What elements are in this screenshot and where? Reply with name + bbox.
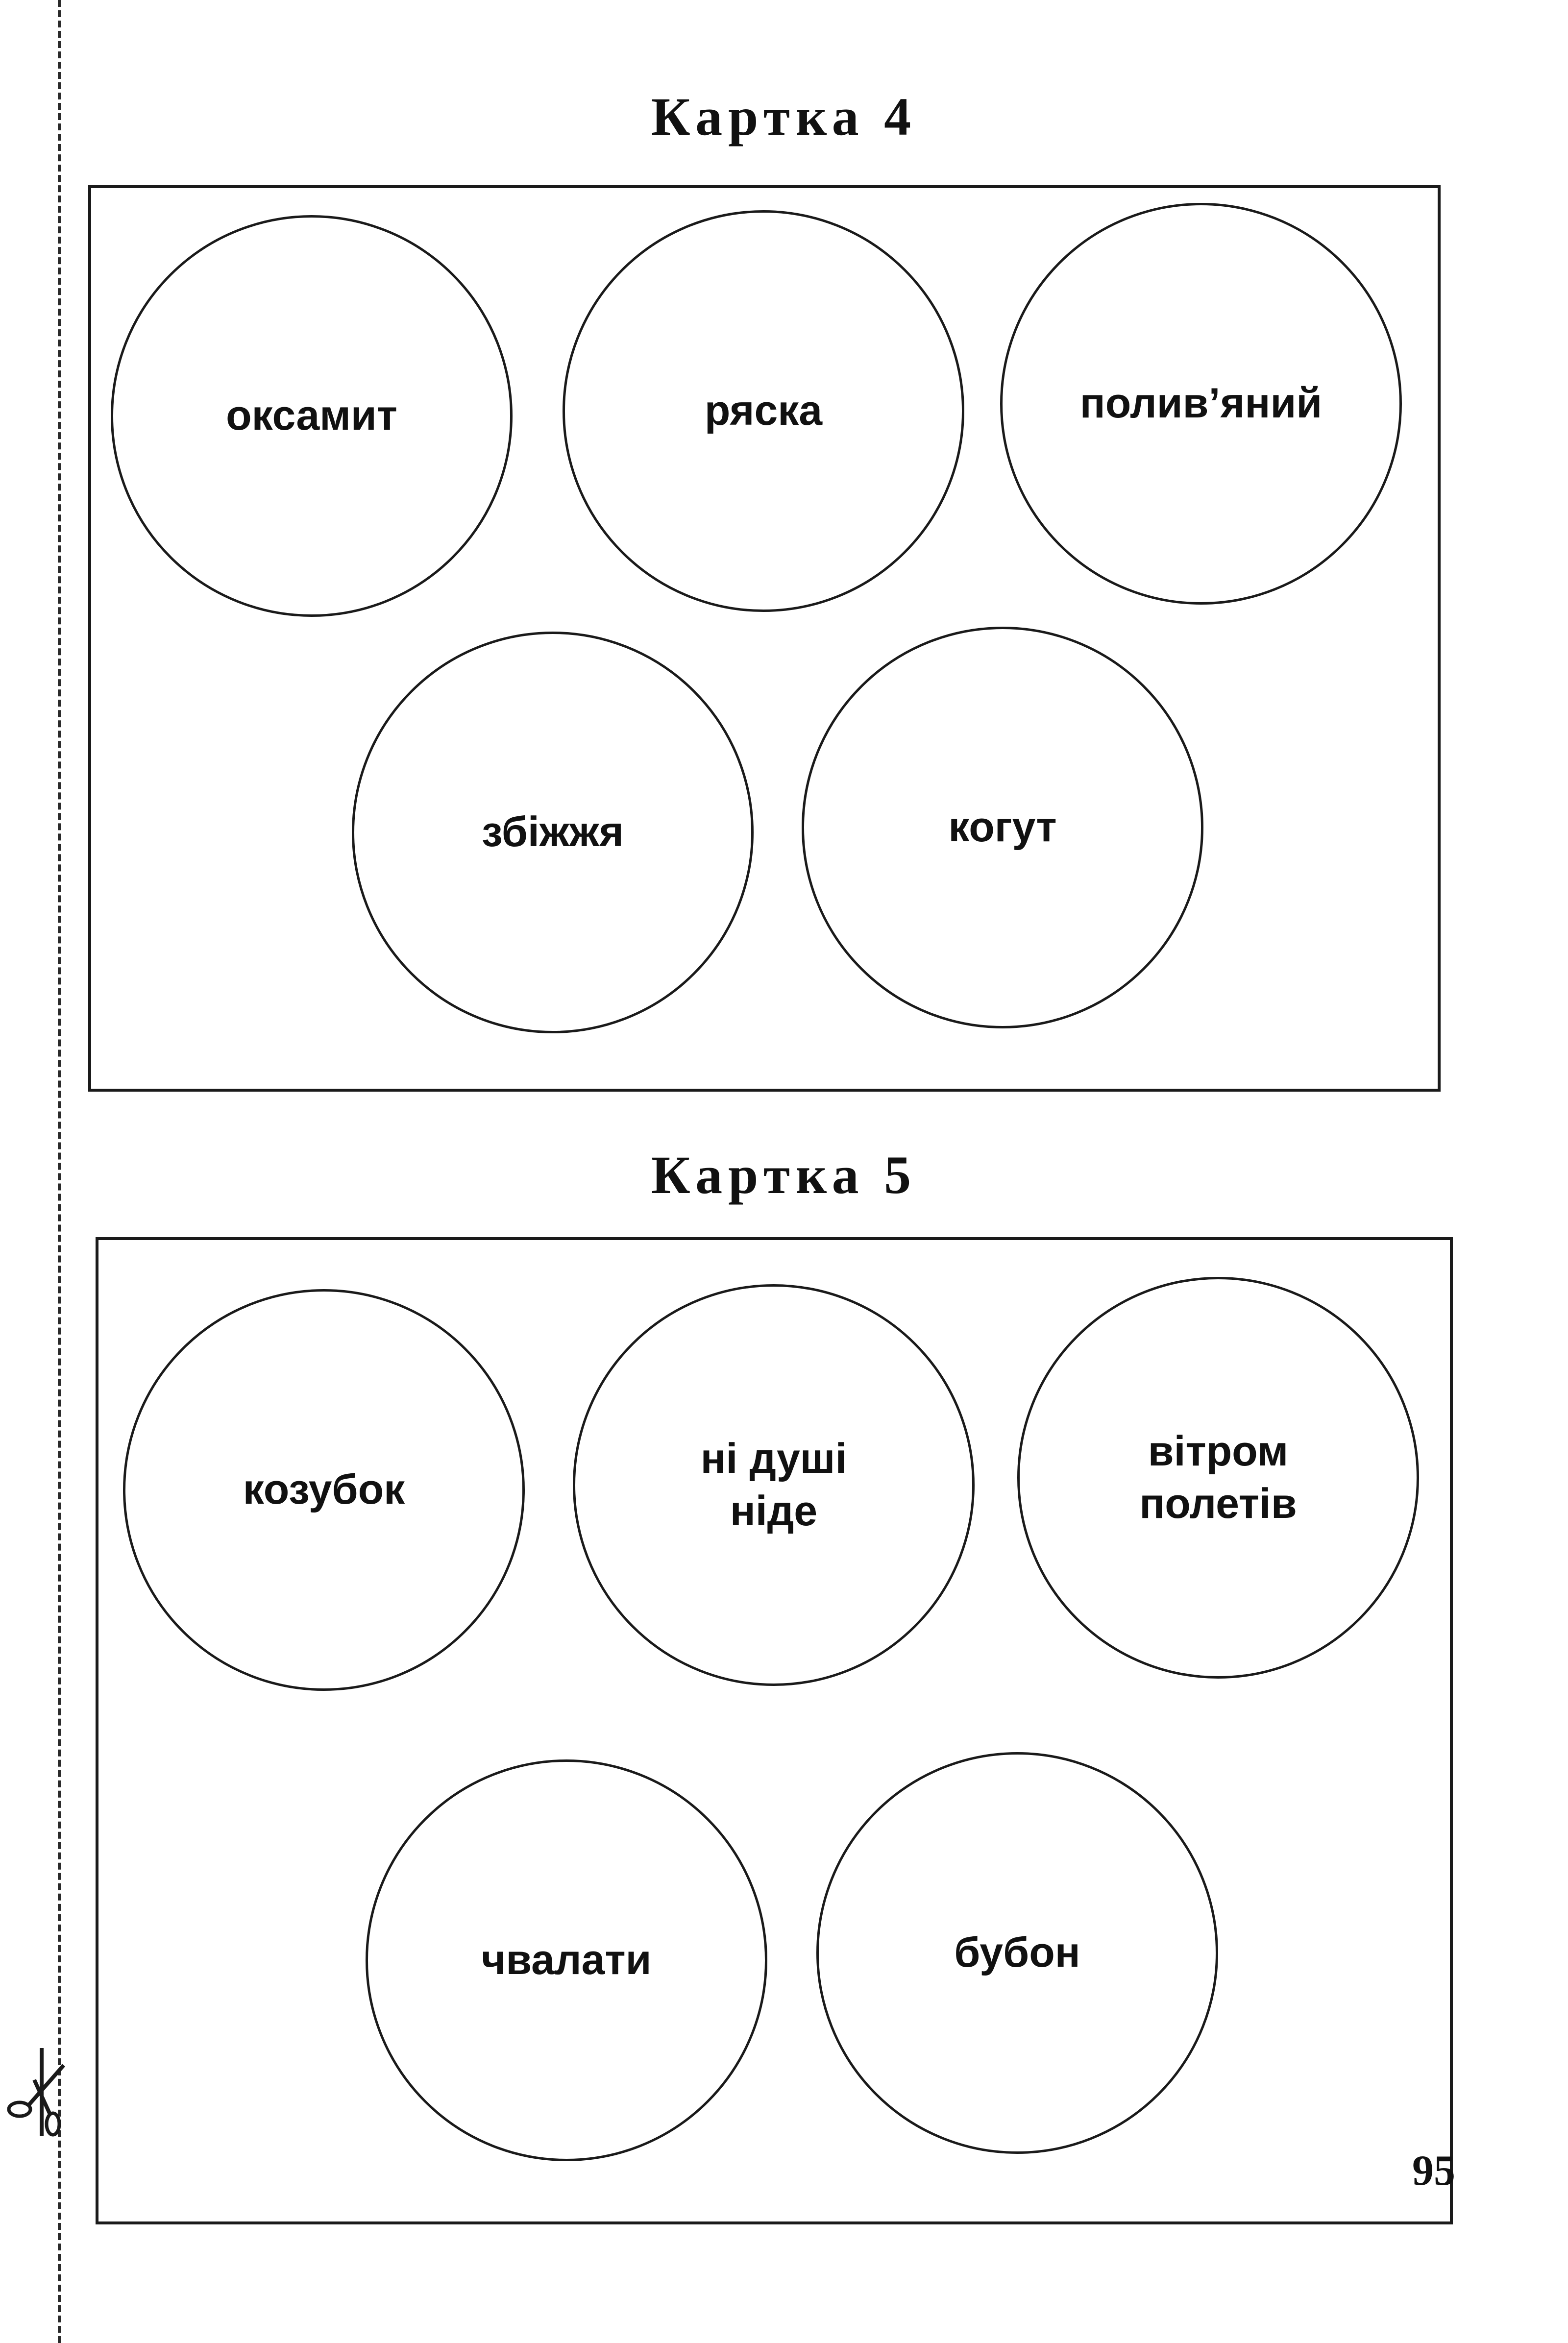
word-label: оксамит (226, 392, 397, 439)
page-number: 95 (1412, 2147, 1455, 2195)
word-circle (816, 1752, 1218, 2154)
word-label: вітром полетів (1139, 1427, 1297, 1527)
card-4-title: Картка 4 (651, 87, 917, 146)
card-5-title: Картка 5 (651, 1145, 917, 1205)
word-circle (1017, 1277, 1419, 1679)
word-label: когут (948, 804, 1057, 851)
word-label: козубок (243, 1466, 405, 1513)
word-label: збіжжя (482, 808, 624, 856)
word-circle (1000, 203, 1402, 605)
card-5 (96, 1237, 1453, 2224)
word-circle (111, 215, 513, 617)
scissors-icon (5, 2046, 78, 2139)
word-label: полив’яний (1079, 380, 1323, 427)
word-label: ні душі ніде (700, 1435, 847, 1535)
word-label: ряска (704, 387, 823, 435)
word-circle (563, 210, 964, 612)
word-label: бубон (954, 1929, 1080, 1977)
word-circle (352, 632, 754, 1033)
card-4 (88, 185, 1441, 1092)
word-circle (573, 1284, 975, 1686)
word-circle (123, 1289, 525, 1691)
word-circle (366, 1759, 767, 2161)
word-circle (802, 627, 1203, 1028)
word-label: чвалати (481, 1936, 652, 1984)
